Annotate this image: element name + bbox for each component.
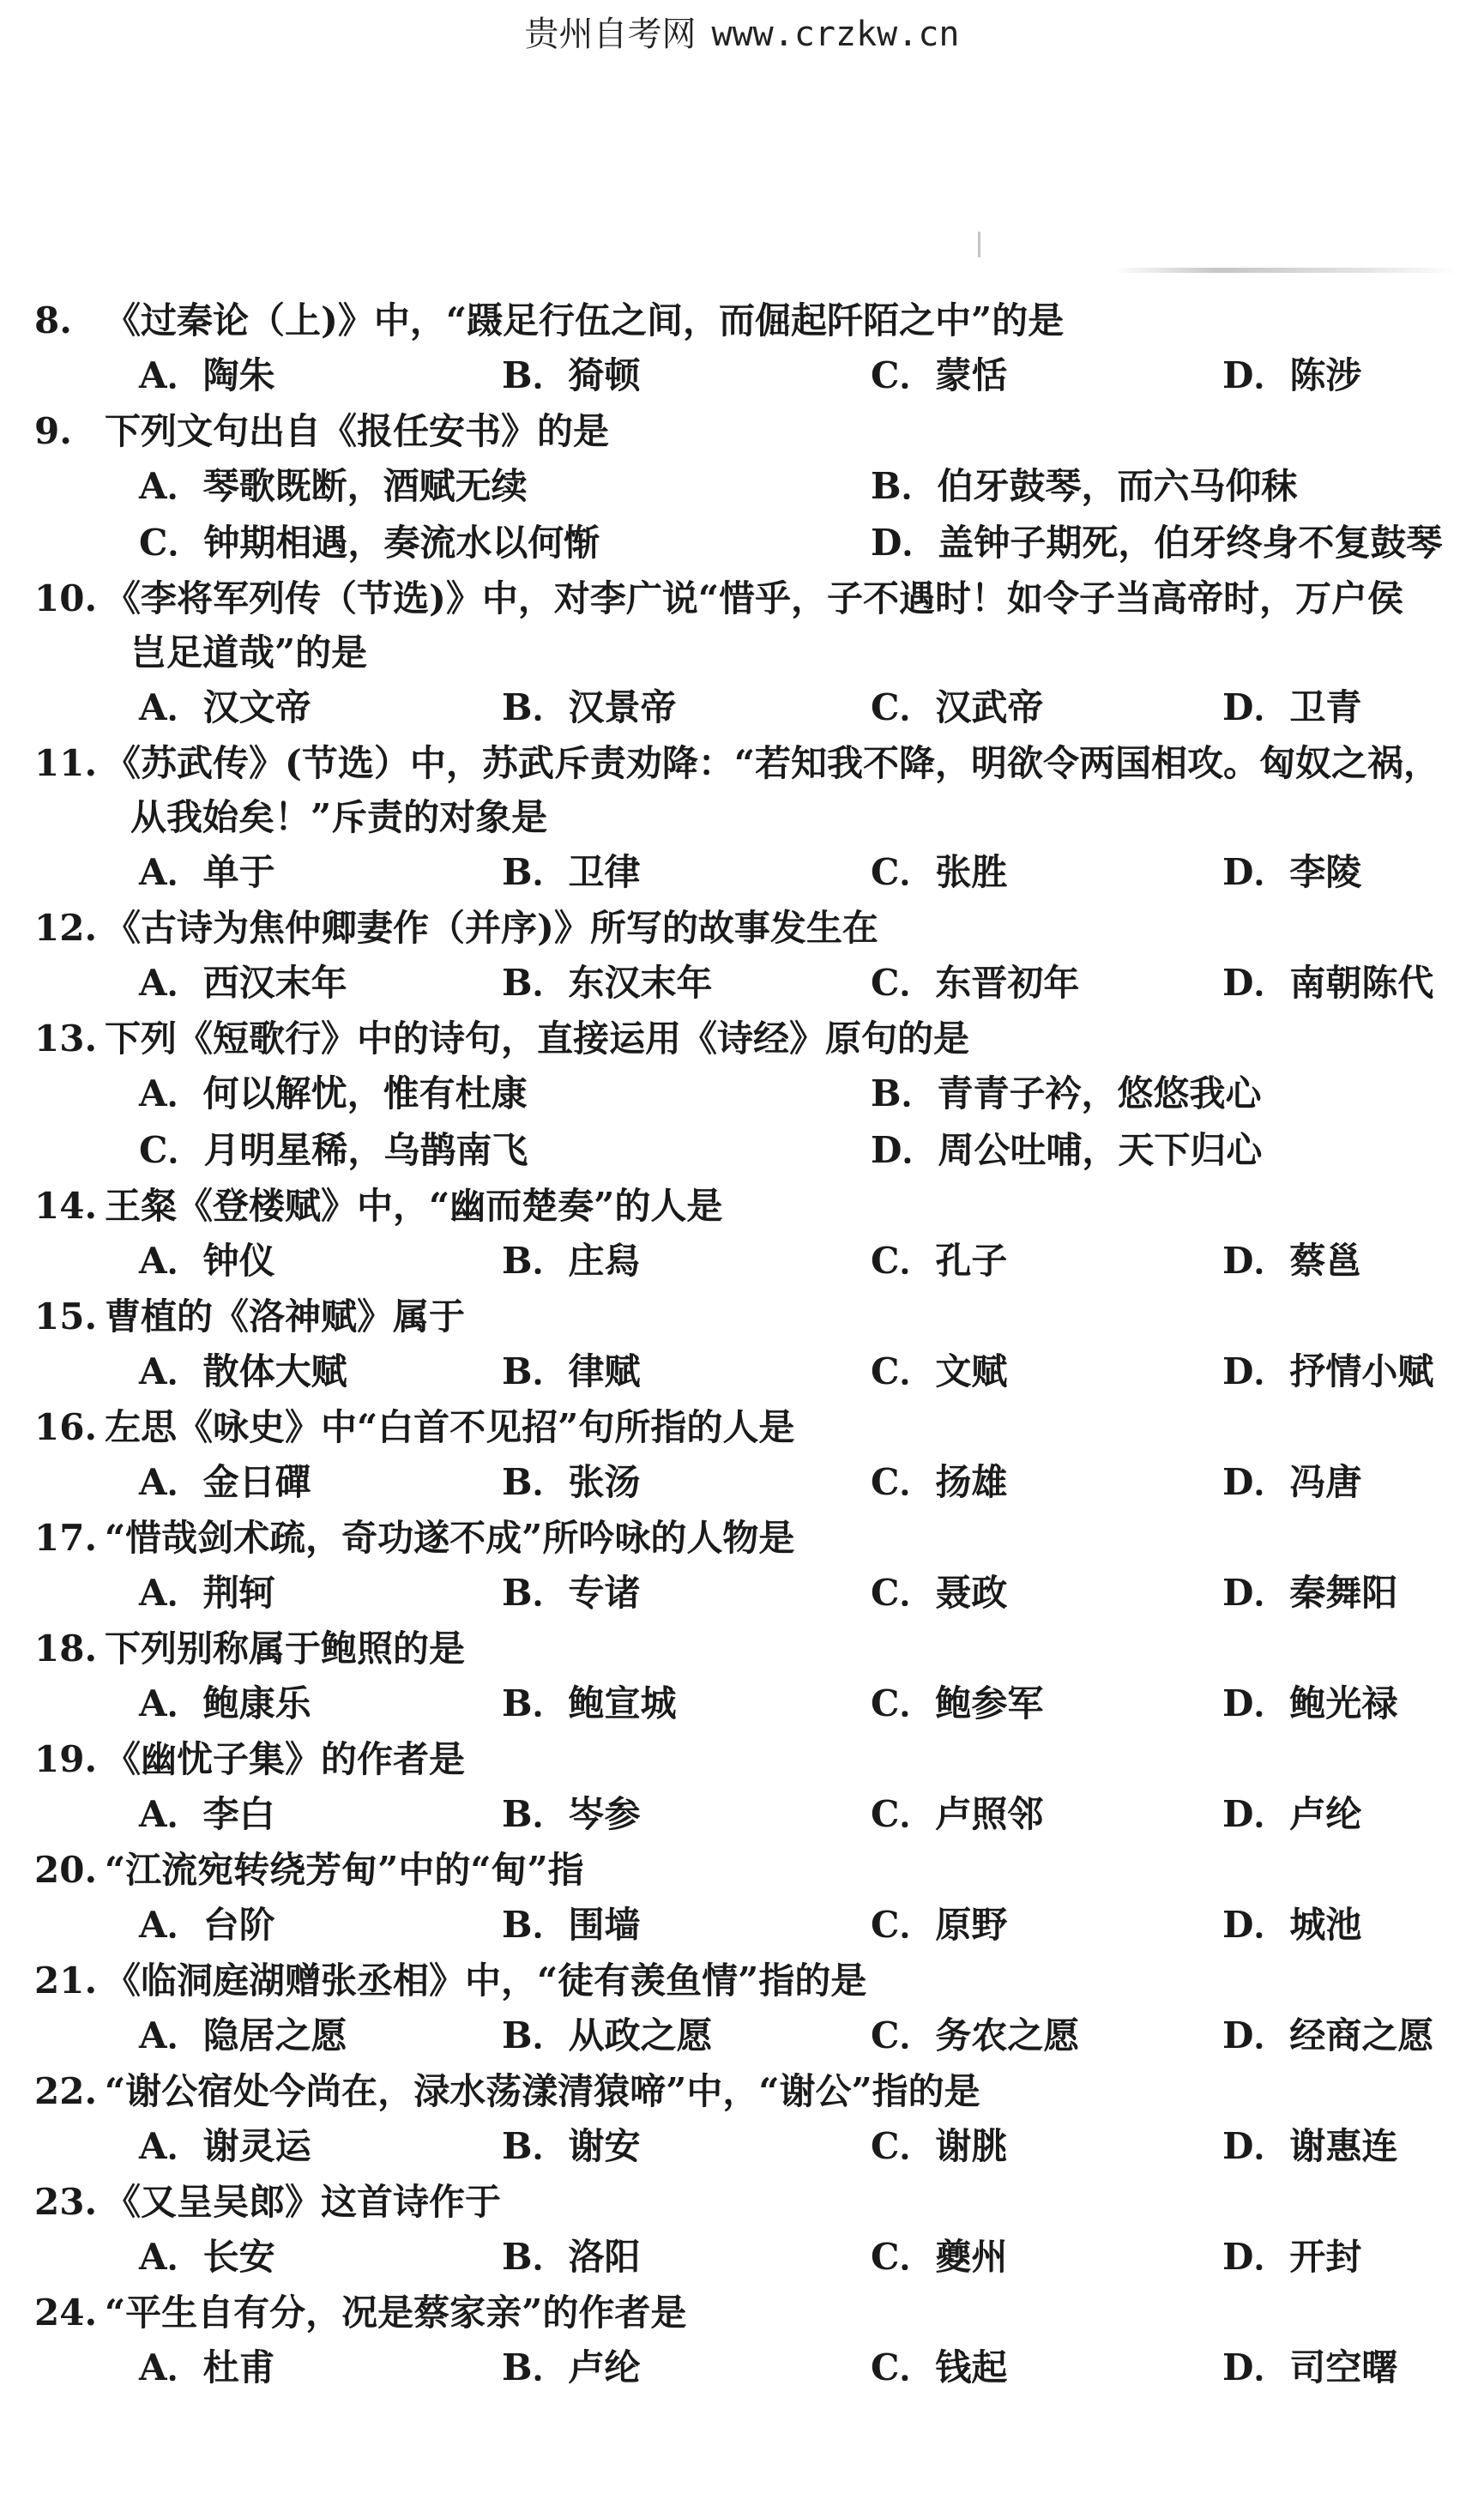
- options-18: [34, 1676, 1450, 1732]
- question-stem: “谢公宿处今尚在，渌水荡漾清猿啼”中，“谢公”指的是: [105, 2070, 980, 2112]
- site-url[interactable]: www.crzkw.cn: [711, 15, 960, 54]
- option-c[interactable]: C．钱起: [871, 2346, 1008, 2388]
- question-number: 15.: [34, 1295, 98, 1338]
- option-c[interactable]: C．鲍参军: [871, 1682, 1044, 1724]
- scan-artifact: [978, 232, 980, 257]
- option-d[interactable]: D．鲍光禄: [1222, 1682, 1398, 1724]
- options-21: [34, 2008, 1450, 2064]
- options-20: [34, 1897, 1450, 1954]
- options-22: [34, 2118, 1450, 2175]
- question-number: 13.: [34, 1018, 98, 1060]
- question-stem: 左思《咏史》中“白首不见招”句所指的人是: [105, 1406, 795, 1448]
- question-stem: 王粲《登楼赋》中，“幽而楚奏”的人是: [105, 1185, 723, 1227]
- option-d[interactable]: D．卫青: [1222, 686, 1362, 728]
- question-number: 23.: [34, 2181, 98, 2223]
- question-stem: 曹植的《洛神赋》属于: [105, 1295, 466, 1338]
- question-number: 17.: [34, 1517, 98, 1559]
- question-stem: 《苏武传》(节选）中，苏武斥责劝降：“若知我不降，明欲令两国相攻。匈奴之祸，: [105, 742, 1440, 784]
- question-11: [34, 736, 1450, 790]
- option-d[interactable]: D．城池: [1222, 1904, 1362, 1946]
- question-number: 10.: [34, 577, 98, 619]
- option-c[interactable]: C．钟期相遇，奏流水以何惭: [139, 522, 600, 564]
- question-13: [34, 1011, 1450, 1066]
- option-c[interactable]: C．孔子: [871, 1240, 1008, 1282]
- option-d[interactable]: D．秦舞阳: [1222, 1572, 1398, 1614]
- option-c[interactable]: C．原野: [871, 1904, 1008, 1946]
- option-b[interactable]: B．东汉末年: [502, 962, 713, 1004]
- option-a[interactable]: A．李白: [139, 1793, 275, 1835]
- question-8: [34, 293, 1450, 347]
- option-d[interactable]: D．李陵: [1222, 851, 1362, 893]
- option-d[interactable]: D．谢惠连: [1222, 2125, 1398, 2167]
- option-a[interactable]: A．长安: [139, 2236, 275, 2278]
- option-d[interactable]: D．蔡邕: [1222, 1240, 1362, 1282]
- question-19: [34, 1732, 1450, 1786]
- option-b[interactable]: B．洛阳: [502, 2236, 641, 2278]
- question-18: [34, 1621, 1450, 1676]
- question-number: 20.: [34, 1849, 98, 1891]
- option-a[interactable]: A．钟仪: [139, 1240, 275, 1282]
- options-9: [34, 458, 1450, 571]
- question-11-continued: 从我始矣！”斥责的对象是: [130, 796, 548, 838]
- option-b[interactable]: B．伯牙鼓琴，而六马仰秣: [871, 465, 1298, 507]
- option-a[interactable]: A．杜甫: [139, 2346, 275, 2388]
- question-stem: 下列别称属于鲍照的是: [105, 1627, 466, 1670]
- question-stem: 《临洞庭湖赠张丞相》中，“徒有羡鱼情”指的是: [105, 1960, 867, 2002]
- option-b[interactable]: B．张汤: [502, 1461, 641, 1503]
- option-a[interactable]: A．西汉末年: [139, 962, 347, 1004]
- option-a[interactable]: A．陶朱: [139, 354, 275, 396]
- question-number: 8.: [34, 299, 72, 341]
- option-a[interactable]: A．谢灵运: [139, 2125, 311, 2167]
- question-12: [34, 901, 1450, 955]
- question-15: [34, 1289, 1450, 1344]
- option-a[interactable]: A．何以解忧，惟有杜康: [139, 1072, 528, 1114]
- question-number: 9.: [34, 410, 72, 452]
- options-17: [34, 1565, 1450, 1621]
- option-b[interactable]: B．庄舄: [502, 1240, 641, 1282]
- option-c[interactable]: C．卢照邻: [871, 1793, 1044, 1835]
- options-15: [34, 1344, 1450, 1400]
- option-b[interactable]: B．汉景帝: [502, 686, 677, 728]
- question-number: 11.: [34, 742, 98, 784]
- option-d[interactable]: D．开封: [1222, 2236, 1362, 2278]
- option-c[interactable]: C．文赋: [871, 1350, 1008, 1392]
- option-a[interactable]: A．金日磾: [139, 1461, 311, 1503]
- question-10-continued: 岂足道哉”的是: [130, 631, 368, 673]
- question-stem: 《过秦论（上)》中，“蹑足行伍之间，而倔起阡陌之中”的是: [105, 299, 1065, 341]
- question-number: 16.: [34, 1406, 98, 1448]
- option-a[interactable]: A．鲍康乐: [139, 1682, 311, 1724]
- option-c[interactable]: C．月明星稀，乌鹊南飞: [139, 1129, 528, 1171]
- option-c[interactable]: C．扬雄: [871, 1461, 1008, 1503]
- question-stem: 《李将军列传（节选)》中，对李广说“惜乎，子不遇时！如令子当高帝时，万户侯: [105, 577, 1404, 619]
- question-list: [34, 293, 1450, 2396]
- question-number: 12.: [34, 907, 98, 949]
- question-number: 18.: [34, 1627, 98, 1670]
- option-b[interactable]: B．专诸: [502, 1572, 641, 1614]
- option-d[interactable]: D．周公吐哺，天下归心: [871, 1129, 1263, 1171]
- question-20: [34, 1843, 1450, 1897]
- option-c[interactable]: C．聂政: [871, 1572, 1008, 1614]
- option-d[interactable]: D．抒情小赋: [1222, 1350, 1434, 1392]
- option-c[interactable]: C．谢朓: [871, 2125, 1008, 2167]
- option-d[interactable]: D．盖钟子期死，伯牙终身不复鼓琴: [871, 522, 1443, 564]
- option-a[interactable]: A．汉文帝: [139, 686, 311, 728]
- question-16: [34, 1400, 1450, 1454]
- question-21: [34, 1954, 1450, 2008]
- option-a[interactable]: A．荆轲: [139, 1572, 275, 1614]
- question-23: [34, 2175, 1450, 2229]
- option-b[interactable]: B．猗顿: [502, 354, 641, 396]
- option-b[interactable]: B．岑参: [502, 1793, 641, 1835]
- options-19: [34, 1786, 1450, 1843]
- option-a[interactable]: A．琴歌既断，酒赋无续: [139, 465, 528, 507]
- option-b[interactable]: B．围墙: [502, 1904, 641, 1946]
- question-14: [34, 1179, 1450, 1233]
- options-10: [34, 679, 1450, 736]
- option-d[interactable]: D．卢纶: [1222, 1793, 1362, 1835]
- option-d[interactable]: D．南朝陈代: [1222, 962, 1434, 1004]
- site-name: 贵州自考网: [524, 15, 697, 54]
- question-stem: 《又呈吴郎》这首诗作于: [105, 2181, 502, 2223]
- options-13: [34, 1066, 1450, 1179]
- option-a[interactable]: A．台阶: [139, 1904, 275, 1946]
- options-14: [34, 1233, 1450, 1289]
- question-9: [34, 404, 1450, 458]
- question-22: [34, 2064, 1450, 2118]
- option-d[interactable]: D．冯唐: [1222, 1461, 1362, 1503]
- scan-artifact: [1115, 268, 1458, 273]
- question-number: 21.: [34, 1960, 98, 2002]
- option-d[interactable]: D．陈涉: [1222, 354, 1362, 396]
- options-24: [34, 2340, 1450, 2396]
- option-a[interactable]: A．单于: [139, 851, 275, 893]
- options-11: [34, 844, 1450, 901]
- option-c[interactable]: C．东晋初年: [871, 962, 1080, 1004]
- question-stem: “平生自有分，况是蔡家亲”的作者是: [105, 2292, 687, 2334]
- option-a[interactable]: A．隐居之愿: [139, 2014, 347, 2056]
- question-stem: 《古诗为焦仲卿妻作（并序)》所写的故事发生在: [105, 907, 878, 949]
- question-17: [34, 1511, 1450, 1565]
- options-8: [34, 347, 1450, 404]
- option-c[interactable]: C．汉武帝: [871, 686, 1044, 728]
- option-c[interactable]: C．务农之愿: [871, 2014, 1080, 2056]
- option-b[interactable]: B．律赋: [502, 1350, 641, 1392]
- question-stem: “江流宛转绕芳甸”中的“甸”指: [105, 1849, 584, 1891]
- option-b[interactable]: B．从政之愿: [502, 2014, 713, 2056]
- question-number: 14.: [34, 1185, 98, 1227]
- option-d[interactable]: D．司空曙: [1222, 2346, 1398, 2388]
- option-d[interactable]: D．经商之愿: [1222, 2014, 1434, 2056]
- option-b[interactable]: B．谢安: [502, 2125, 641, 2167]
- options-23: [34, 2229, 1450, 2286]
- options-16: [34, 1454, 1450, 1511]
- question-stem: 下列文句出自《报任安书》的是: [105, 410, 610, 452]
- option-a[interactable]: A．散体大赋: [139, 1350, 347, 1392]
- page-header: [0, 7, 1484, 56]
- option-c[interactable]: C．张胜: [871, 851, 1008, 893]
- question-10: [34, 571, 1450, 625]
- question-stem: 下列《短歌行》中的诗句，直接运用《诗经》原句的是: [105, 1018, 970, 1060]
- question-number: 22.: [34, 2070, 98, 2112]
- option-c[interactable]: C．夔州: [871, 2236, 1008, 2278]
- question-number: 24.: [34, 2292, 98, 2334]
- question-stem: “惜哉剑术疏，奇功遂不成”所吟咏的人物是: [105, 1517, 795, 1559]
- option-b[interactable]: B．青青子衿，悠悠我心: [871, 1072, 1262, 1114]
- option-b[interactable]: B．卫律: [502, 851, 641, 893]
- options-12: [34, 955, 1450, 1011]
- question-stem: 《幽忧子集》的作者是: [105, 1738, 466, 1780]
- option-b[interactable]: B．鲍宣城: [502, 1682, 677, 1724]
- question-number: 19.: [34, 1738, 98, 1780]
- option-b[interactable]: B．卢纶: [502, 2346, 641, 2388]
- option-c[interactable]: C．蒙恬: [871, 354, 1008, 396]
- question-24: [34, 2286, 1450, 2340]
